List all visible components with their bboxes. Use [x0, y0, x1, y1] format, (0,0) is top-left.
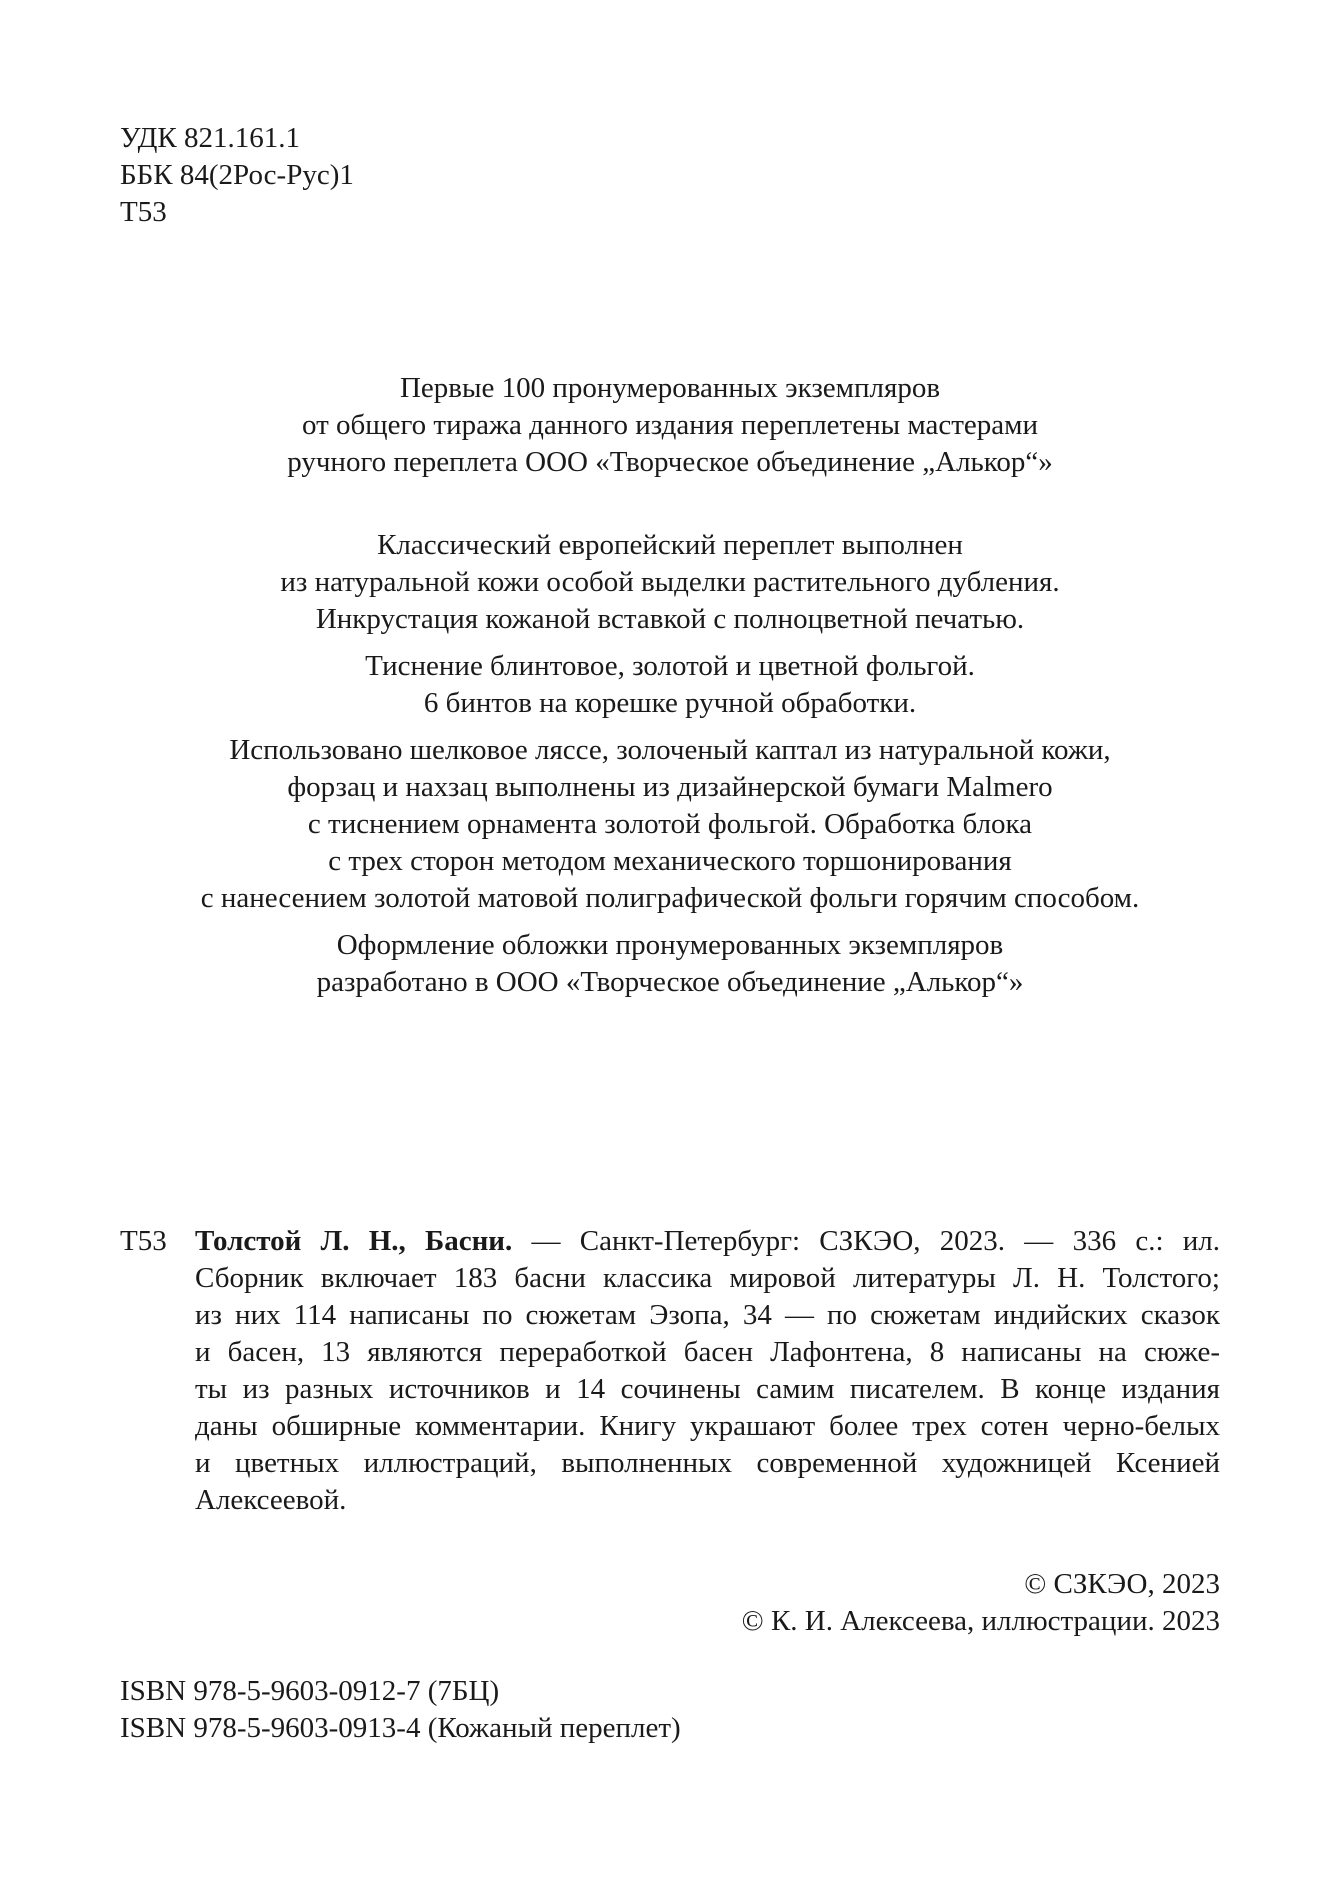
- annotation-line: и басен, 13 являются переработкой басен Лафонтена, 8 написаны на сюже-: [195, 1336, 1220, 1368]
- binding-description: [120, 527, 1220, 1011]
- binding-paragraph: [120, 732, 1220, 917]
- copyright-block: [742, 1566, 1220, 1640]
- author-mark: Т53: [120, 196, 167, 228]
- binding-paragraph: [120, 527, 1220, 638]
- annotation-line: и цветных иллюстраций, выполненных современной художницей Ксенией: [195, 1447, 1220, 1479]
- annotation-line: Алексеевой.: [195, 1484, 347, 1516]
- note-line: Оформление обложки пронумерованных экземпляров: [336, 929, 1004, 961]
- record-heading: [195, 1223, 1220, 1260]
- note-line: Первые 100 пронумерованных экземпляров: [399, 372, 941, 404]
- classification-codes: [120, 120, 354, 231]
- note-line: разработано в ООО «Творческое объединение „Алькор“»: [316, 966, 1024, 998]
- udk-code: УДК 821.161.1: [120, 122, 300, 154]
- annotation-line: даны обширные комментарии. Книгу украшают более трех сотен черно-белых: [195, 1410, 1220, 1442]
- bbk-code: ББК 84(2Рос-Рус)1: [120, 159, 354, 191]
- numbered-copies-note: [120, 370, 1220, 481]
- note-line: 6 бинтов на корешке ручной обработки.: [423, 687, 917, 719]
- isbn-line: ISBN 978-5-9603-0913-4 (Кожаный переплет): [120, 1712, 681, 1744]
- note-line: Использовано шелковое ляссе, золоченый каптал из натуральной кожи,: [229, 734, 1111, 766]
- annotation-line: ты из разных источников и 14 сочинены самим писателем. В конце издания: [195, 1373, 1220, 1405]
- note-line: Инкрустация кожаной вставкой с полноцветной печатью.: [315, 603, 1025, 635]
- note-line: Тиснение блинтовое, золотой и цветной фольгой.: [365, 650, 975, 682]
- binding-paragraph: [120, 927, 1220, 1001]
- note-line: Классический европейский переплет выполнен: [377, 529, 963, 561]
- note-line: с трех сторон методом механического торшонирования: [328, 845, 1012, 877]
- note-line: из натуральной кожи особой выделки растительного дубления.: [280, 566, 1060, 598]
- binding-paragraph: [120, 648, 1220, 722]
- copyright-illustrator: © К. И. Алексеева, иллюстрации. 2023: [741, 1605, 1220, 1637]
- note-line: от общего тиража данного издания переплетены мастерами: [301, 409, 1039, 441]
- isbn-block: [120, 1673, 681, 1747]
- note-line: ручного переплета ООО «Творческое объединение „Алькор“»: [287, 446, 1053, 478]
- note-line: форзац и нахзац выполнены из дизайнерской бумаги Malmero: [287, 771, 1053, 803]
- record-body: [195, 1223, 1220, 1519]
- annotation-line: Сборник включает 183 басни классика мировой литературы Л. Н. Толстого;: [195, 1262, 1220, 1294]
- note-line: с нанесением золотой матовой полиграфической фольги горячим способом.: [200, 882, 1140, 914]
- copyright-publisher: © СЗКЭО, 2023: [1024, 1568, 1220, 1600]
- bibliographic-record: [120, 1223, 1220, 1519]
- isbn-line: ISBN 978-5-9603-0912-7 (7БЦ): [120, 1675, 500, 1707]
- annotation-line: из них 114 написаны по сюжетам Эзопа, 34 — по сюжетам индийских сказок: [195, 1299, 1220, 1331]
- record-author-title: Толстой Л. Н., Басни.: [195, 1225, 513, 1257]
- record-author-mark: Т53: [120, 1225, 167, 1257]
- record-imprint: — Санкт-Петербург: СЗКЭО, 2023. — 336 с.: ил.: [512, 1225, 1221, 1257]
- note-line: с тиснением орнамента золотой фольгой. Обработка блока: [307, 808, 1033, 840]
